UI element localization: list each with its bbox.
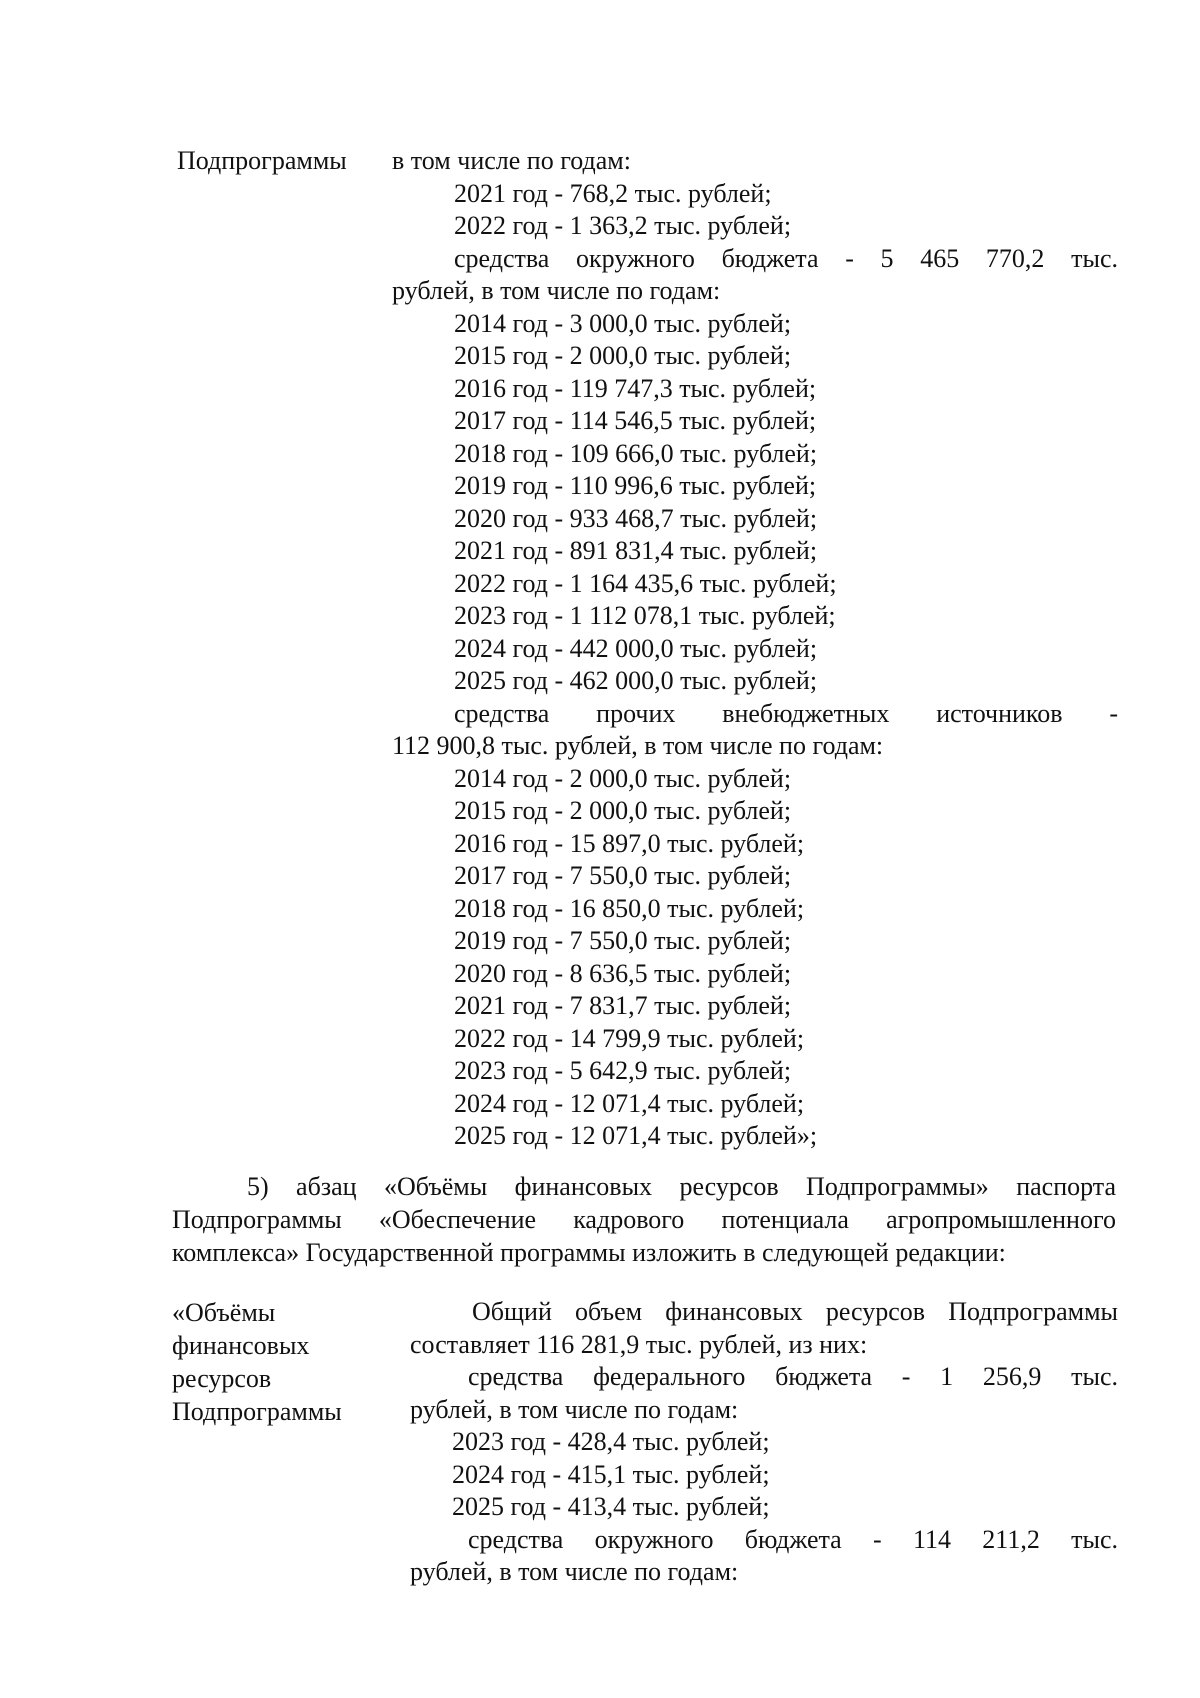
year-line: 2015 год - 2 000,0 тыс. рублей;: [454, 341, 792, 370]
label-line: финансовых: [172, 1331, 310, 1360]
funding-text-block-1: [392, 145, 1118, 1153]
text-line: рублей, в том числе по годам:: [410, 1394, 739, 1424]
year-line: 2018 год - 16 850,0 тыс. рублей;: [454, 893, 805, 923]
year-line: 2021 год - 7 831,7 тыс. рублей;: [454, 991, 792, 1020]
year-line: 2018 год - 109 666,0 тыс. рублей;: [454, 438, 818, 468]
year-line: 2023 год - 428,4 тыс. рублей;: [452, 1427, 770, 1456]
year-line: 2023 год - 5 642,9 тыс. рублей;: [454, 1056, 792, 1085]
funding-source-line: средства окружного бюджета - 5 465 770,2 тыс.: [454, 243, 1118, 273]
funding-text-block-2: [410, 1296, 1118, 1589]
year-line: 2024 год - 12 071,4 тыс. рублей;: [454, 1088, 805, 1118]
year-line: 2023 год - 1 112 078,1 тыс. рублей;: [454, 601, 836, 630]
year-line: 2025 год - 462 000,0 тыс. рублей;: [454, 666, 818, 695]
year-line: 2020 год - 8 636,5 тыс. рублей;: [454, 958, 792, 988]
text-line: 112 900,8 тыс. рублей, в том числе по годам:: [392, 731, 884, 760]
text-line: составляет 116 281,9 тыс. рублей, из них:: [410, 1329, 868, 1359]
year-line: 2020 год - 933 468,7 тыс. рублей;: [454, 503, 818, 533]
year-line: 2025 год - 413,4 тыс. рублей;: [452, 1492, 770, 1521]
funding-source-line: средства прочих внебюджетных источников -: [454, 698, 1118, 728]
label-line: Подпрограммы: [172, 1397, 342, 1426]
label-line: «Объёмы: [172, 1298, 276, 1327]
funding-source-line: средства федерального бюджета - 1 256,9 тыс.: [468, 1362, 1118, 1391]
row-label-funding-resources: [172, 1296, 342, 1428]
text-line: рублей, в том числе по годам:: [392, 276, 721, 305]
year-line: 2024 год - 442 000,0 тыс. рублей;: [454, 633, 818, 663]
year-line: 2022 год - 1 164 435,6 тыс. рублей;: [454, 568, 837, 598]
paragraph-line: Подпрограммы «Обеспечение кадрового потенциала агропромышленного: [172, 1205, 1116, 1234]
year-line: 2014 год - 3 000,0 тыс. рублей;: [454, 308, 792, 338]
year-line: 2021 год - 891 831,4 тыс. рублей;: [454, 536, 818, 565]
paragraph-line: комплекса» Государственной программы изложить в следующей редакции:: [172, 1238, 1006, 1267]
paragraph-line: 5) абзац «Объёмы финансовых ресурсов Подпрограммы» паспорта: [247, 1172, 1116, 1201]
funding-total-line: Общий объем финансовых ресурсов Подпрограммы: [472, 1297, 1118, 1326]
year-line: 2022 год - 14 799,9 тыс. рублей;: [454, 1023, 805, 1053]
amendment-paragraph-5: [172, 1170, 1116, 1269]
year-line: 2019 год - 110 996,6 тыс. рублей;: [454, 471, 817, 500]
funding-source-line: средства окружного бюджета - 114 211,2 тыс.: [468, 1524, 1118, 1554]
year-line: 2024 год - 415,1 тыс. рублей;: [452, 1459, 770, 1489]
year-line: 2016 год - 15 897,0 тыс. рублей;: [454, 828, 805, 858]
year-line: 2025 год - 12 071,4 тыс. рублей»;: [454, 1121, 818, 1150]
label-line: ресурсов: [172, 1364, 272, 1393]
year-line: 2014 год - 2 000,0 тыс. рублей;: [454, 763, 792, 793]
year-line: 2016 год - 119 747,3 тыс. рублей;: [454, 373, 817, 403]
year-line: 2015 год - 2 000,0 тыс. рублей;: [454, 796, 792, 825]
year-line: 2022 год - 1 363,2 тыс. рублей;: [454, 211, 792, 240]
year-line: 2017 год - 7 550,0 тыс. рублей;: [454, 861, 792, 890]
year-line: 2021 год - 768,2 тыс. рублей;: [454, 178, 772, 208]
year-line: 2019 год - 7 550,0 тыс. рублей;: [454, 926, 792, 955]
text-line: в том числе по годам:: [392, 146, 631, 175]
year-line: 2017 год - 114 546,5 тыс. рублей;: [454, 406, 817, 435]
text-line: рублей, в том числе по годам:: [410, 1557, 739, 1586]
row-label-subprogram: Подпрограммы: [177, 146, 347, 175]
